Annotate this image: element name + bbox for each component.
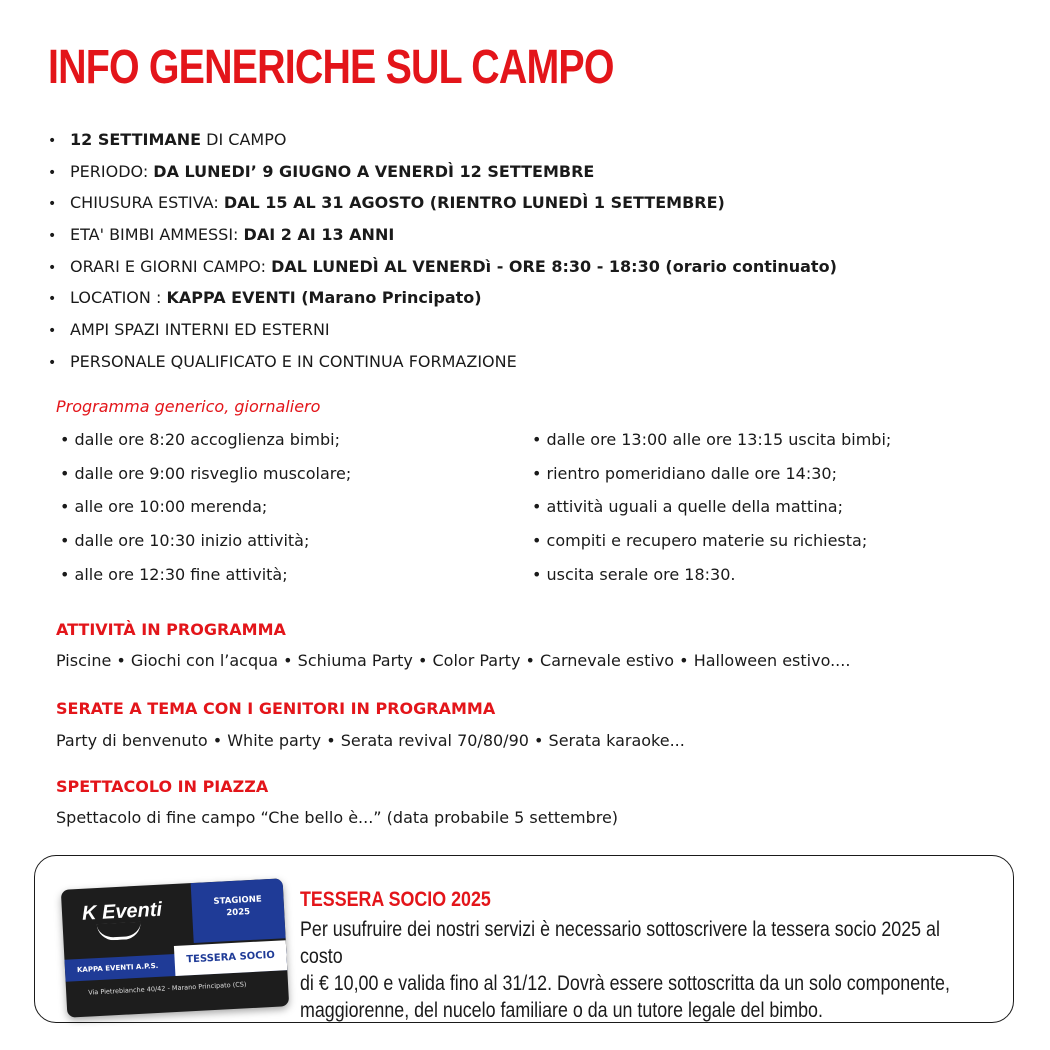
evenings-heading: SERATE A TEMA CON I GENITORI IN PROGRAMMA — [56, 699, 496, 718]
membership-card-image — [61, 878, 289, 1017]
program-item: • alle ore 10:00 merenda; — [60, 497, 268, 517]
list-item: • 12 SETTIMANE DI CAMPO — [48, 130, 287, 149]
list-item: • LOCATION : KAPPA EVENTI (Marano Principato) — [48, 288, 482, 308]
list-item: • ETA' BIMBI AMMESSI: DAI 2 AI 13 ANNI — [48, 225, 395, 245]
list-item: • CHIUSURA ESTIVA: DAL 15 AL 31 AGOSTO (RIENTRO LUNEDÌ 1 SETTEMBRE) — [48, 193, 725, 213]
season-badge — [191, 878, 286, 943]
program-item: • rientro pomeridiano dalle ore 14:30; — [532, 463, 837, 483]
smile-logo-icon — [97, 922, 142, 941]
program-right-column — [532, 426, 891, 594]
program-item: • alle ore 12:30 fine attività; — [60, 564, 288, 584]
program-item: • uscita serale ore 18:30. — [532, 564, 736, 584]
list-item: • ORARI E GIORNI CAMPO: DAL LUNEDÌ AL VENERDì - ORE 8:30 - 18:30 (orario continuato) — [48, 256, 837, 276]
season-label: STAGIONE — [213, 894, 262, 907]
membership-line: di € 10,00 e valida fino al 31/12. Dovrà essere sottoscritta da un solo componente, — [300, 972, 950, 995]
evenings-text: Party di benvenuto • White party • Serata revival 70/80/90 • Serata karaoke... — [56, 731, 685, 750]
program-item: • dalle ore 8:20 accoglienza bimbi; — [60, 430, 340, 449]
page-title: INFO GENERICHE SUL CAMPO — [48, 41, 614, 94]
program-item: • dalle ore 10:30 inizio attività; — [60, 531, 310, 551]
membership-description — [300, 916, 980, 1024]
membership-line: maggiorenne, del nucelo familiare o da un tutore legale del bimbo. — [300, 999, 823, 1022]
season-year: 2025 — [226, 907, 251, 919]
program-item: • compiti e recupero materie su richiesta; — [532, 531, 868, 551]
kappa-eventi-logo: K Eventi — [81, 898, 163, 925]
program-title: Programma generico, giornaliero — [56, 397, 321, 416]
membership-title: TESSERA SOCIO 2025 — [300, 888, 491, 911]
list-item: • PERIODO: DA LUNEDI’ 9 GIUGNO A VENERDÌ 12 SETTEMBRE — [48, 161, 595, 181]
list-item: • PERSONALE QUALIFICATO E IN CONTINUA FORMAZIONE — [48, 351, 517, 371]
program-item: • attività uguali a quelle della mattina; — [532, 497, 843, 517]
activities-text: Piscine • Giochi con l’acqua • Schiuma Party • Color Party • Carnevale estivo • Halloween estivo.... — [56, 651, 851, 670]
show-heading: SPETTACOLO IN PIAZZA — [56, 777, 269, 796]
card-association: KAPPA EVENTI A.P.S. — [64, 948, 287, 982]
program-left-column — [60, 426, 351, 594]
program-item: • dalle ore 9:00 risveglio muscolare; — [60, 463, 352, 483]
program-item: • dalle ore 13:00 alle ore 13:15 uscita bimbi; — [532, 430, 892, 449]
show-text: Spettacolo di fine campo “Che bello è...” (data probabile 5 settembre) — [56, 808, 619, 827]
list-item: • AMPI SPAZI INTERNI ED ESTERNI — [48, 320, 330, 340]
card-label: TESSERA SOCIO — [174, 940, 287, 976]
membership-line: Per usufruire dei nostri servizi è necessario sottoscrivere la tessera socio 2025 al costo — [300, 918, 940, 968]
info-list — [48, 126, 837, 380]
activities-heading: ATTIVITÀ IN PROGRAMMA — [56, 620, 286, 639]
card-address: Via Pietrebianche 40/42 - Marano Principato (CS) — [88, 980, 247, 997]
